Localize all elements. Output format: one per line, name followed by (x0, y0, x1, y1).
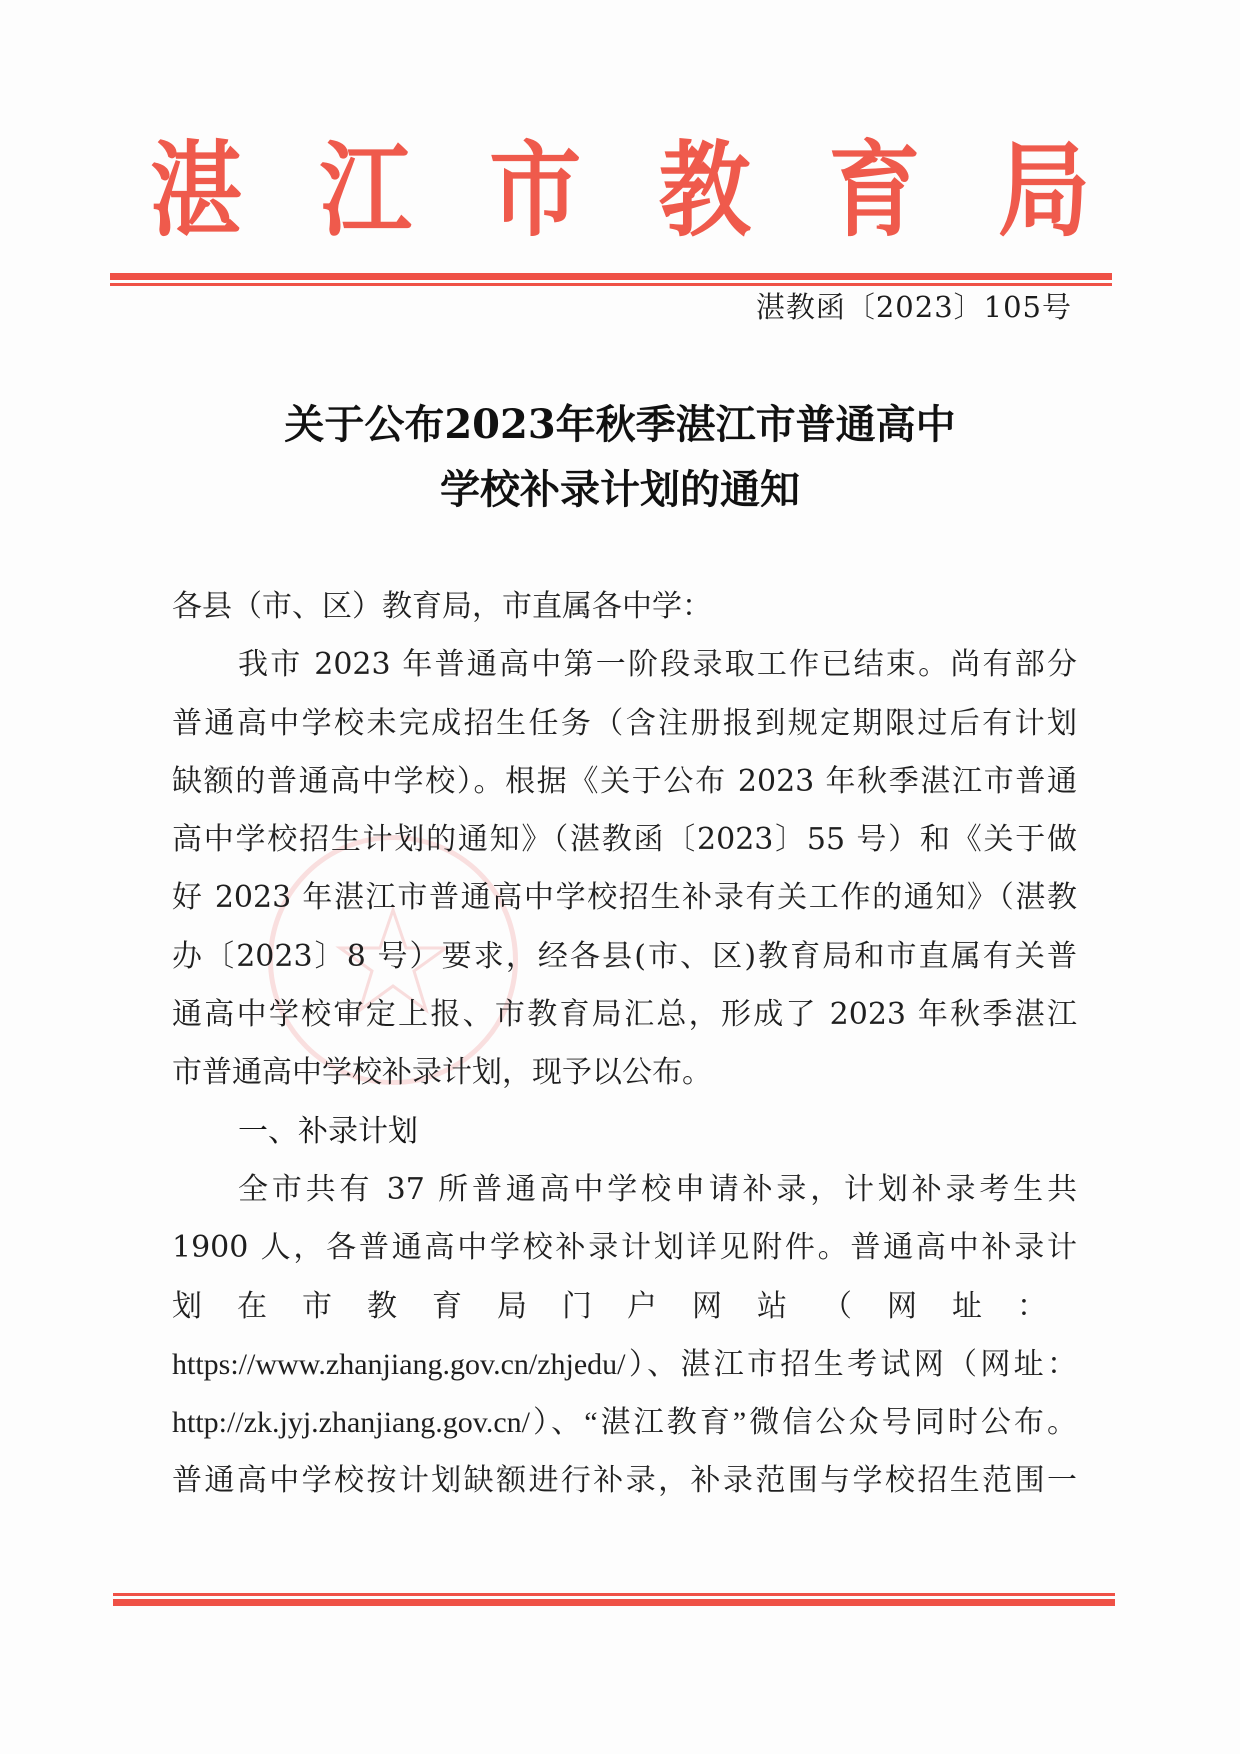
letterhead-char: 湛 (150, 129, 243, 251)
paragraph-line: 1900 人，各普通高中学校补录计划详见附件。普通高中补录计 (172, 1230, 1077, 1266)
paragraph-line-link: http://zk.jyj.zhanjiang.gov.cn/）、“湛江教育”微信公众号同时公布。 (172, 1406, 1077, 1440)
document-title (180, 392, 1060, 522)
letterhead-char: 局 (997, 129, 1090, 251)
section-heading: 一、补录计划 (238, 1113, 418, 1149)
letterhead-char: 教 (658, 129, 751, 251)
paragraph-line: 缺额的普通高中学校）。根据《关于公布 2023 年秋季湛江市普通 (172, 763, 1077, 799)
paragraph-line: 通高中学校审定上报、市教育局汇总，形成了 2023 年秋季湛江 (172, 997, 1077, 1033)
document-number: 湛教函〔2023〕105号 (755, 290, 1072, 324)
letterhead-title (150, 129, 1090, 251)
paragraph-line: 我市 2023 年普通高中第一阶段录取工作已结束。尚有部分 (238, 647, 1077, 683)
document-body (172, 578, 1077, 1511)
letterhead-char: 育 (828, 129, 921, 251)
paragraph-line: 市普通高中学校补录计划，现予以公布。 (172, 1055, 712, 1091)
salutation: 各县（市、区）教育局，市直属各中学： (172, 589, 712, 624)
paragraph-line-link: https://www.zhanjiang.gov.cn/zhjedu/）、湛江市招生考试网（网址： (172, 1347, 1077, 1381)
paragraph-line: 办〔2023〕8 号）要求，经各县(市、区)教育局和市直属有关普 (172, 938, 1077, 974)
paragraph-line: 普通高中学校未完成招生任务（含注册报到规定期限过后有计划 (172, 705, 1077, 741)
title-line-2: 学校补录计划的通知 (440, 466, 800, 513)
paragraph-line: 普通高中学校按计划缺额进行补录，补录范围与学校招生范围一 (172, 1463, 1077, 1499)
footer-red-rule (113, 1593, 1115, 1606)
letterhead-char: 江 (319, 129, 412, 251)
paragraph-line: 全市共有 37 所普通高中学校申请补录，计划补录考生共 (238, 1171, 1077, 1207)
rule-thick-line (110, 273, 1112, 280)
letterhead-char: 市 (489, 129, 582, 251)
title-line-1: 关于公布2023年秋季湛江市普通高中 (284, 401, 956, 448)
paragraph-line: 好 2023 年湛江市普通高中学校招生补录有关工作的通知》（湛教 (172, 880, 1077, 916)
paragraph-line: 划在市教育局门户网站（网址： (172, 1288, 1077, 1324)
header-red-rule (110, 273, 1112, 286)
paragraph-line: 高中学校招生计划的通知》（湛教函〔2023〕55 号）和《关于做 (172, 822, 1077, 858)
rule-thick-line (113, 1599, 1115, 1606)
